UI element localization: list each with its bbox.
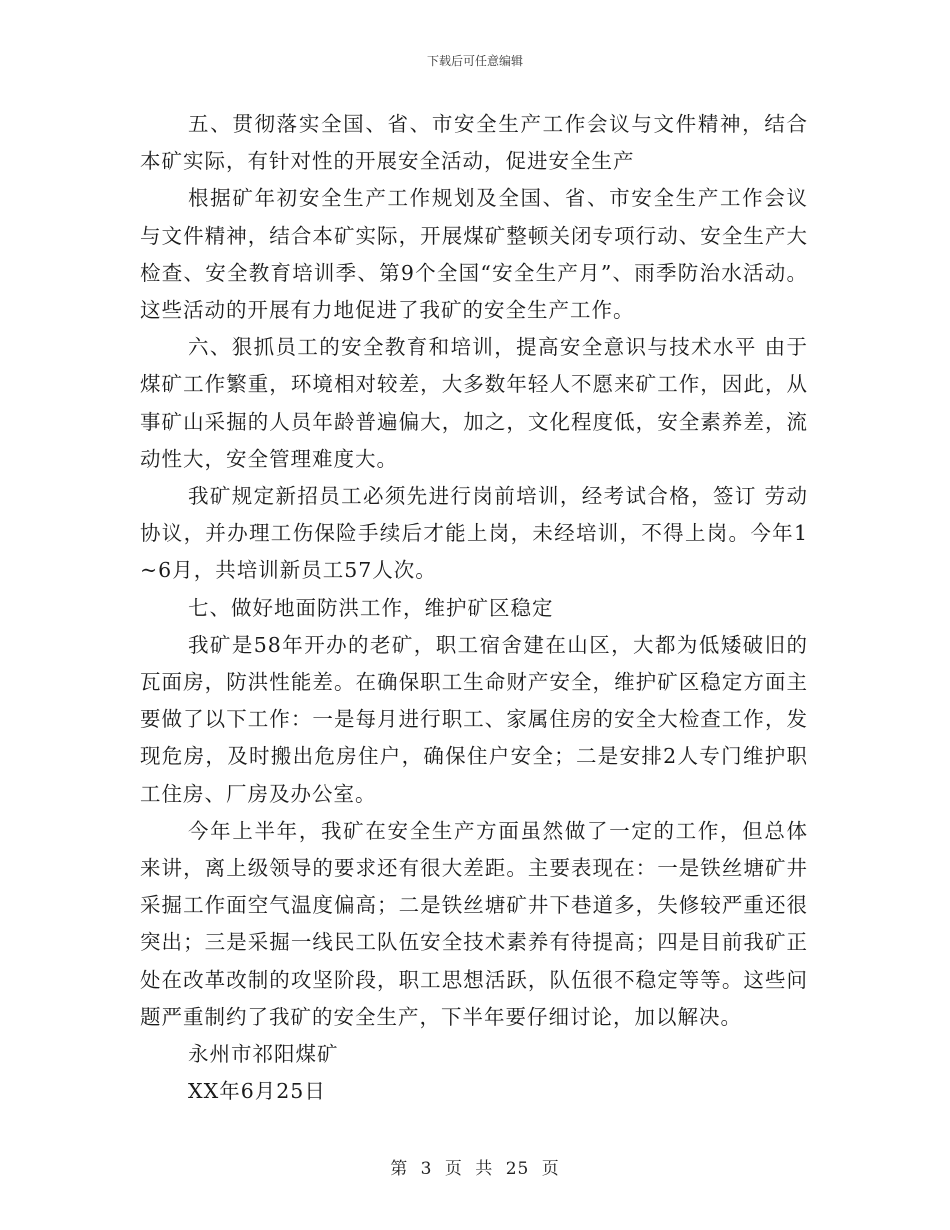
paragraph-summary: 今年上半年，我矿在安全生产方面虽然做了一定的工作，但总体来讲，离上级领导的要求还有很大差距。主要表现在：一是铁丝塘矿井采掘工作面空气温度偏高；二是铁丝塘矿井下巷道多，失修较严重还很突出；三是采掘一线民工队伍安全技术素养有待提高；四是目前我矿正处在改革改制的攻坚阶段，职工思想活跃，队伍很不稳定等等。这些问题严重制约了我矿的安全生产，下半年要仔细讨论，加以解决。 (140, 818, 808, 1029)
page-header-note: 下载后可任意编辑 (426, 54, 523, 68)
paragraph-flood-control: 我矿是58年开办的老矿，职工宿舍建在山区，大都为低矮破旧的瓦面房，防洪性能差。在确保职工生命财产安全，维护矿区稳定方面主要做了以下工作：一是每月进行职工、家属住房的安全大检查工作，发现危房，及时搬出危房住户，确保住户安全；二是安排2人专门维护职工住房、厂房及办公室。 (140, 632, 808, 806)
signature-date: XX年6月25日 (188, 1079, 326, 1104)
paragraph-training: 我矿规定新招员工必须先进行岗前培训，经考试合格，签订 劳动协议，并办理工伤保险手续后才能上岗，未经培训，不得上岗。今年1~6月，共培训新员工57人次。 (140, 484, 808, 583)
paragraph-section-five-heading: 五、贯彻落实全国、省、市安全生产工作会议与文件精神，结合本矿实际，有针对性的开展安全活动，促进安全生产 (140, 112, 808, 174)
paragraph-section-six: 六、狠抓员工的安全教育和培训，提高安全意识与技术水平 由于煤矿工作繁重，环境相对较差，大多数年轻人不愿来矿工作，因此，从事矿山采掘的人员年龄普遍偏大，加之，文化程度低，安全素养差，流动性大，安全管理难度大。 (140, 335, 808, 471)
signature-organization: 永州市祁阳煤矿 (188, 1042, 339, 1067)
page-number: 第 3 页 共 25 页 (390, 1159, 560, 1179)
paragraph-activities: 根据矿年初安全生产工作规划及全国、省、市安全生产工作会议与文件精神，结合本矿实际，开展煤矿整顿关闭专项行动、安全生产大检查、安全教育培训季、第9个全国“安全生产月”、雨季防治水活动。这些活动的开展有力地促进了我矿的安全生产工作。 (140, 186, 808, 323)
paragraph-section-seven-heading: 七、做好地面防洪工作，维护矿区稳定 (188, 595, 554, 620)
document-body (140, 106, 808, 1110)
